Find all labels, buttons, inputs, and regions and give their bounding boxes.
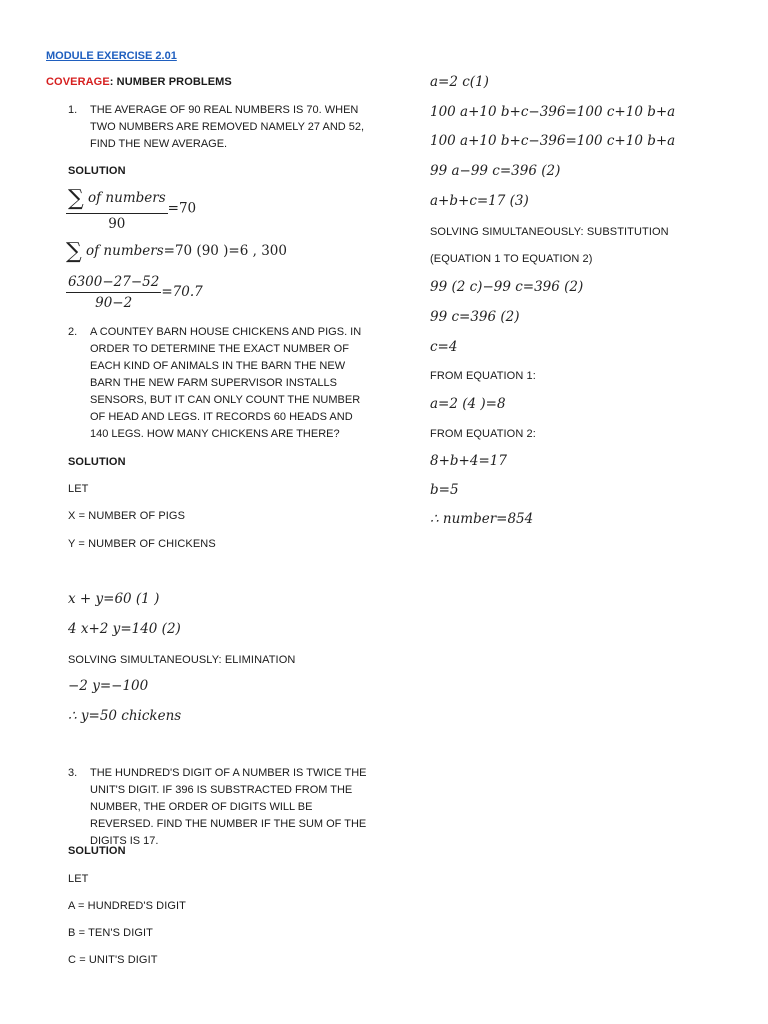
equation-7: 99 c=396 (2) bbox=[430, 309, 520, 325]
problem-2-equation-4: ∴ y=50 chickens bbox=[68, 708, 182, 724]
problem-2 bbox=[68, 324, 368, 444]
problem-2-let-label: LET bbox=[68, 483, 89, 495]
equation-11: b=5 bbox=[430, 482, 459, 498]
equation-8: c=4 bbox=[430, 339, 458, 355]
equation-rhs: =70 (90 )=6 , 300 bbox=[163, 243, 287, 259]
problem-2-method: SOLVING SIMULTANEOUSLY: ELIMINATION bbox=[68, 654, 296, 666]
equation-5: a+b+c=17 (3) bbox=[430, 193, 529, 209]
from-equation-1-label: FROM EQUATION 1: bbox=[430, 370, 536, 382]
problem-3-c-definition: C = UNIT'S DIGIT bbox=[68, 954, 158, 966]
problem-1-equation-1 bbox=[66, 186, 196, 232]
problem-2-equation-1: x + y=60 (1 ) bbox=[68, 591, 160, 607]
fraction-denominator: 90−2 bbox=[95, 295, 133, 311]
problem-2-number: 2. bbox=[68, 326, 78, 338]
coverage-label: COVERAGE bbox=[46, 76, 110, 88]
equation-rhs: =70 bbox=[167, 200, 197, 217]
problem-2-text: A COUNTEY BARN HOUSE CHICKENS AND PIGS. IN ORDER TO DETERMINE THE EXACT NUMBER OF EACH KIND OF ANIMALS IN THE BARN THE NEW BARN THE NEW FARM SUPERVISOR INSTALLS SENSORS, BUT IT CAN ONLY COUNT THE NUMBER OF HEAD AND LEGS. IT RECORDS 60 HEADS AND 140 LEGS. HOW MANY CHICKENS ARE THERE? bbox=[90, 326, 362, 440]
problem-1-equation-3 bbox=[66, 274, 203, 311]
problem-3-solution-label: SOLUTION bbox=[68, 845, 126, 857]
problem-1-solution-label: SOLUTION bbox=[68, 165, 126, 177]
sigma-symbol: ∑ bbox=[66, 239, 82, 264]
problem-3-b-definition: B = TEN'S DIGIT bbox=[68, 927, 153, 939]
problem-1 bbox=[68, 102, 368, 154]
fraction-numerator: 6300−27−52 bbox=[66, 274, 161, 293]
problem-1-number: 1. bbox=[68, 104, 78, 116]
equation-2: 100 a+10 b+c−396=100 c+10 b+a bbox=[430, 104, 676, 120]
problem-1-equation-2 bbox=[66, 239, 287, 264]
equation-rhs: =70.7 bbox=[161, 284, 203, 300]
problem-2-equation-2: 4 x+2 y=140 (2) bbox=[68, 621, 181, 637]
fraction bbox=[66, 186, 168, 232]
coverage-value: : NUMBER PROBLEMS bbox=[109, 76, 232, 88]
problem-1-text: THE AVERAGE OF 90 REAL NUMBERS IS 70. WHEN TWO NUMBERS ARE REMOVED NAMELY 27 AND 52, FIND THE NEW AVERAGE. bbox=[90, 104, 365, 150]
problem-2-equation-3: −2 y=−100 bbox=[68, 678, 149, 694]
sigma-symbol: ∑ bbox=[68, 186, 84, 211]
equation-term: of numbers bbox=[86, 243, 164, 259]
problem-3-text: THE HUNDRED'S DIGIT OF A NUMBER IS TWICE THE UNIT'S DIGIT. IF 396 IS SUBSTRACTED FROM THE NUMBER, THE ORDER OF DIGITS WILL BE REVERSED. FIND THE NUMBER IF THE SUM OF THE DIGITS IS 17. bbox=[90, 767, 367, 847]
problem-2-y-definition: Y = NUMBER OF CHICKENS bbox=[68, 538, 216, 550]
problem-3 bbox=[68, 765, 368, 847]
fraction-numerator: of numbers bbox=[88, 190, 166, 206]
substitution-method: SOLVING SIMULTANEOUSLY: SUBSTITUTION bbox=[430, 226, 669, 238]
problem-3-let-label: LET bbox=[68, 873, 89, 885]
equation-12: ∴ number=854 bbox=[430, 511, 534, 527]
from-equation-2-label: FROM EQUATION 2: bbox=[430, 428, 536, 440]
problem-3-a-definition: A = HUNDRED'S DIGIT bbox=[68, 900, 186, 912]
problem-2-solution-label: SOLUTION bbox=[68, 456, 126, 468]
fraction-denominator: 90 bbox=[108, 216, 126, 232]
module-title[interactable]: MODULE EXERCISE 2.01 bbox=[46, 50, 177, 62]
equation-1: a=2 c(1) bbox=[430, 74, 489, 90]
problem-2-x-definition: X = NUMBER OF PIGS bbox=[68, 510, 186, 522]
substitution-note: (EQUATION 1 TO EQUATION 2) bbox=[430, 253, 593, 265]
coverage-line bbox=[46, 76, 232, 88]
equation-9: a=2 (4 )=8 bbox=[430, 396, 506, 412]
problem-3-number: 3. bbox=[68, 767, 78, 779]
equation-3: 100 a+10 b+c−396=100 c+10 b+a bbox=[430, 133, 676, 149]
equation-10: 8+b+4=17 bbox=[430, 453, 507, 469]
equation-6: 99 (2 c)−99 c=396 (2) bbox=[430, 279, 584, 295]
equation-4: 99 a−99 c=396 (2) bbox=[430, 163, 561, 179]
fraction bbox=[66, 274, 161, 311]
